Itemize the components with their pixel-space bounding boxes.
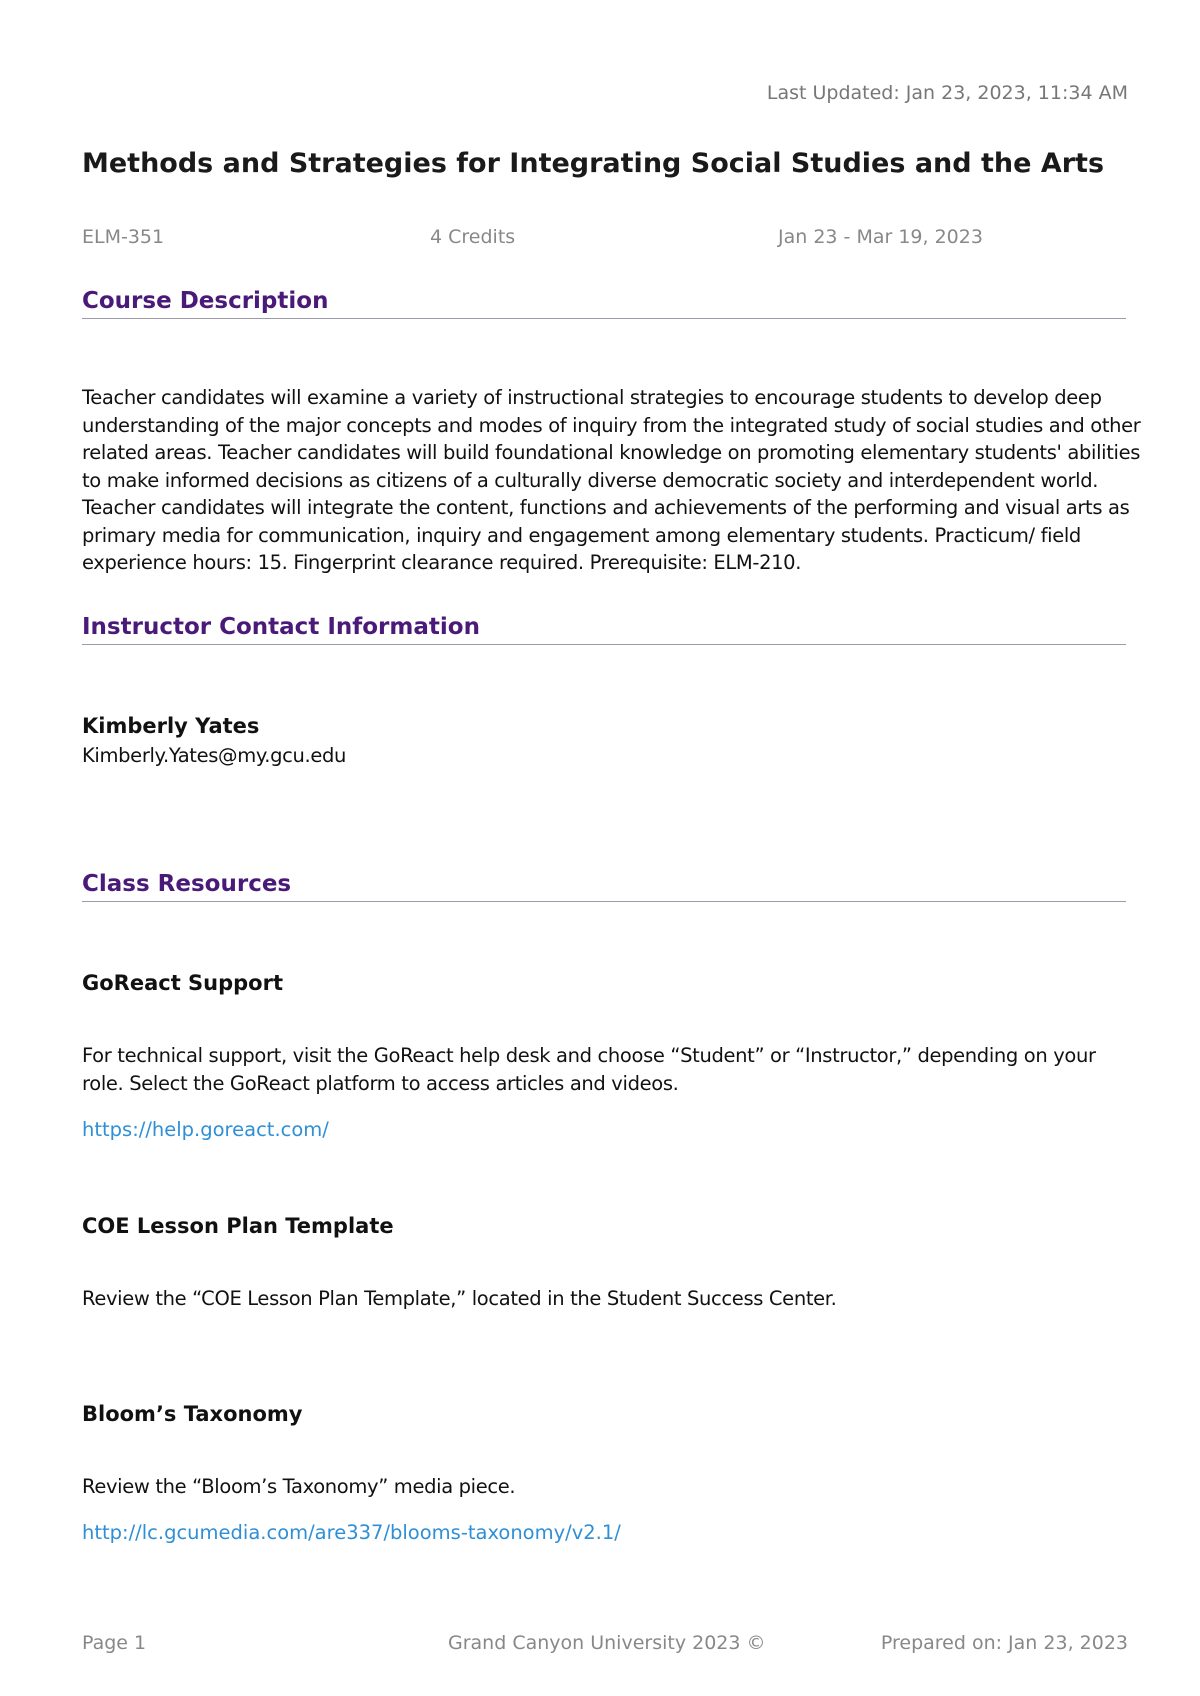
course-description-heading: Course Description [82,288,1126,319]
instructor-name: Kimberly Yates [82,714,260,738]
course-dates: Jan 23 - Mar 19, 2023 [778,226,983,248]
resource-title-goreact: GoReact Support [82,971,284,995]
resource-text-goreact: For technical support, visit the GoReact help desk and choose “Student” or “Instructor,” depending on your role. Select the GoReact platform to access articles and videos. [82,1044,1096,1095]
course-code: ELM-351 [82,226,165,248]
page-title: Methods and Strategies for Integrating Social Studies and the Arts [82,148,1105,179]
resource-text-blooms: Review the “Bloom’s Taxonomy” media piece. [82,1475,516,1498]
course-description-text: Teacher candidates will examine a variety of instructional strategies to encourage students to develop deep understanding of the major concepts and modes of inquiry from the integrated study of social studies and other related areas. Teacher candidates will build foundational knowledge on promoting elementary students' abilities to make informed decisions as citizens of a culturally diverse democratic society and interdependent world. Teacher candidates will integrate the content, functions and achievements of the performing and visual arts as primary media for communication, inquiry and engagement among elementary students. Practicum/ field experience hours: 15. Fingerprint clearance required. Prerequisite: ELM-210. [82,386,1141,574]
footer-page-number: Page 1 [82,1632,147,1654]
class-resources-heading: Class Resources [82,871,1126,902]
instructor-heading: Instructor Contact Information [82,614,1126,645]
footer-copyright: Grand Canyon University 2023 © [448,1632,766,1654]
last-updated-text: Last Updated: Jan 23, 2023, 11:34 AM [766,82,1128,104]
instructor-email[interactable]: Kimberly.Yates@my.gcu.edu [82,744,347,767]
resource-title-blooms: Bloom’s Taxonomy [82,1402,303,1426]
footer-prepared-date: Prepared on: Jan 23, 2023 [880,1632,1128,1654]
resource-text-lesson-plan: Review the “COE Lesson Plan Template,” located in the Student Success Center. [82,1287,837,1310]
goreact-help-link[interactable]: https://help.goreact.com/ [82,1118,329,1141]
blooms-taxonomy-link[interactable]: http://lc.gcumedia.com/are337/blooms-taxonomy/v2.1/ [82,1521,621,1544]
resource-title-lesson-plan: COE Lesson Plan Template [82,1214,394,1238]
course-credits: 4 Credits [430,226,516,248]
